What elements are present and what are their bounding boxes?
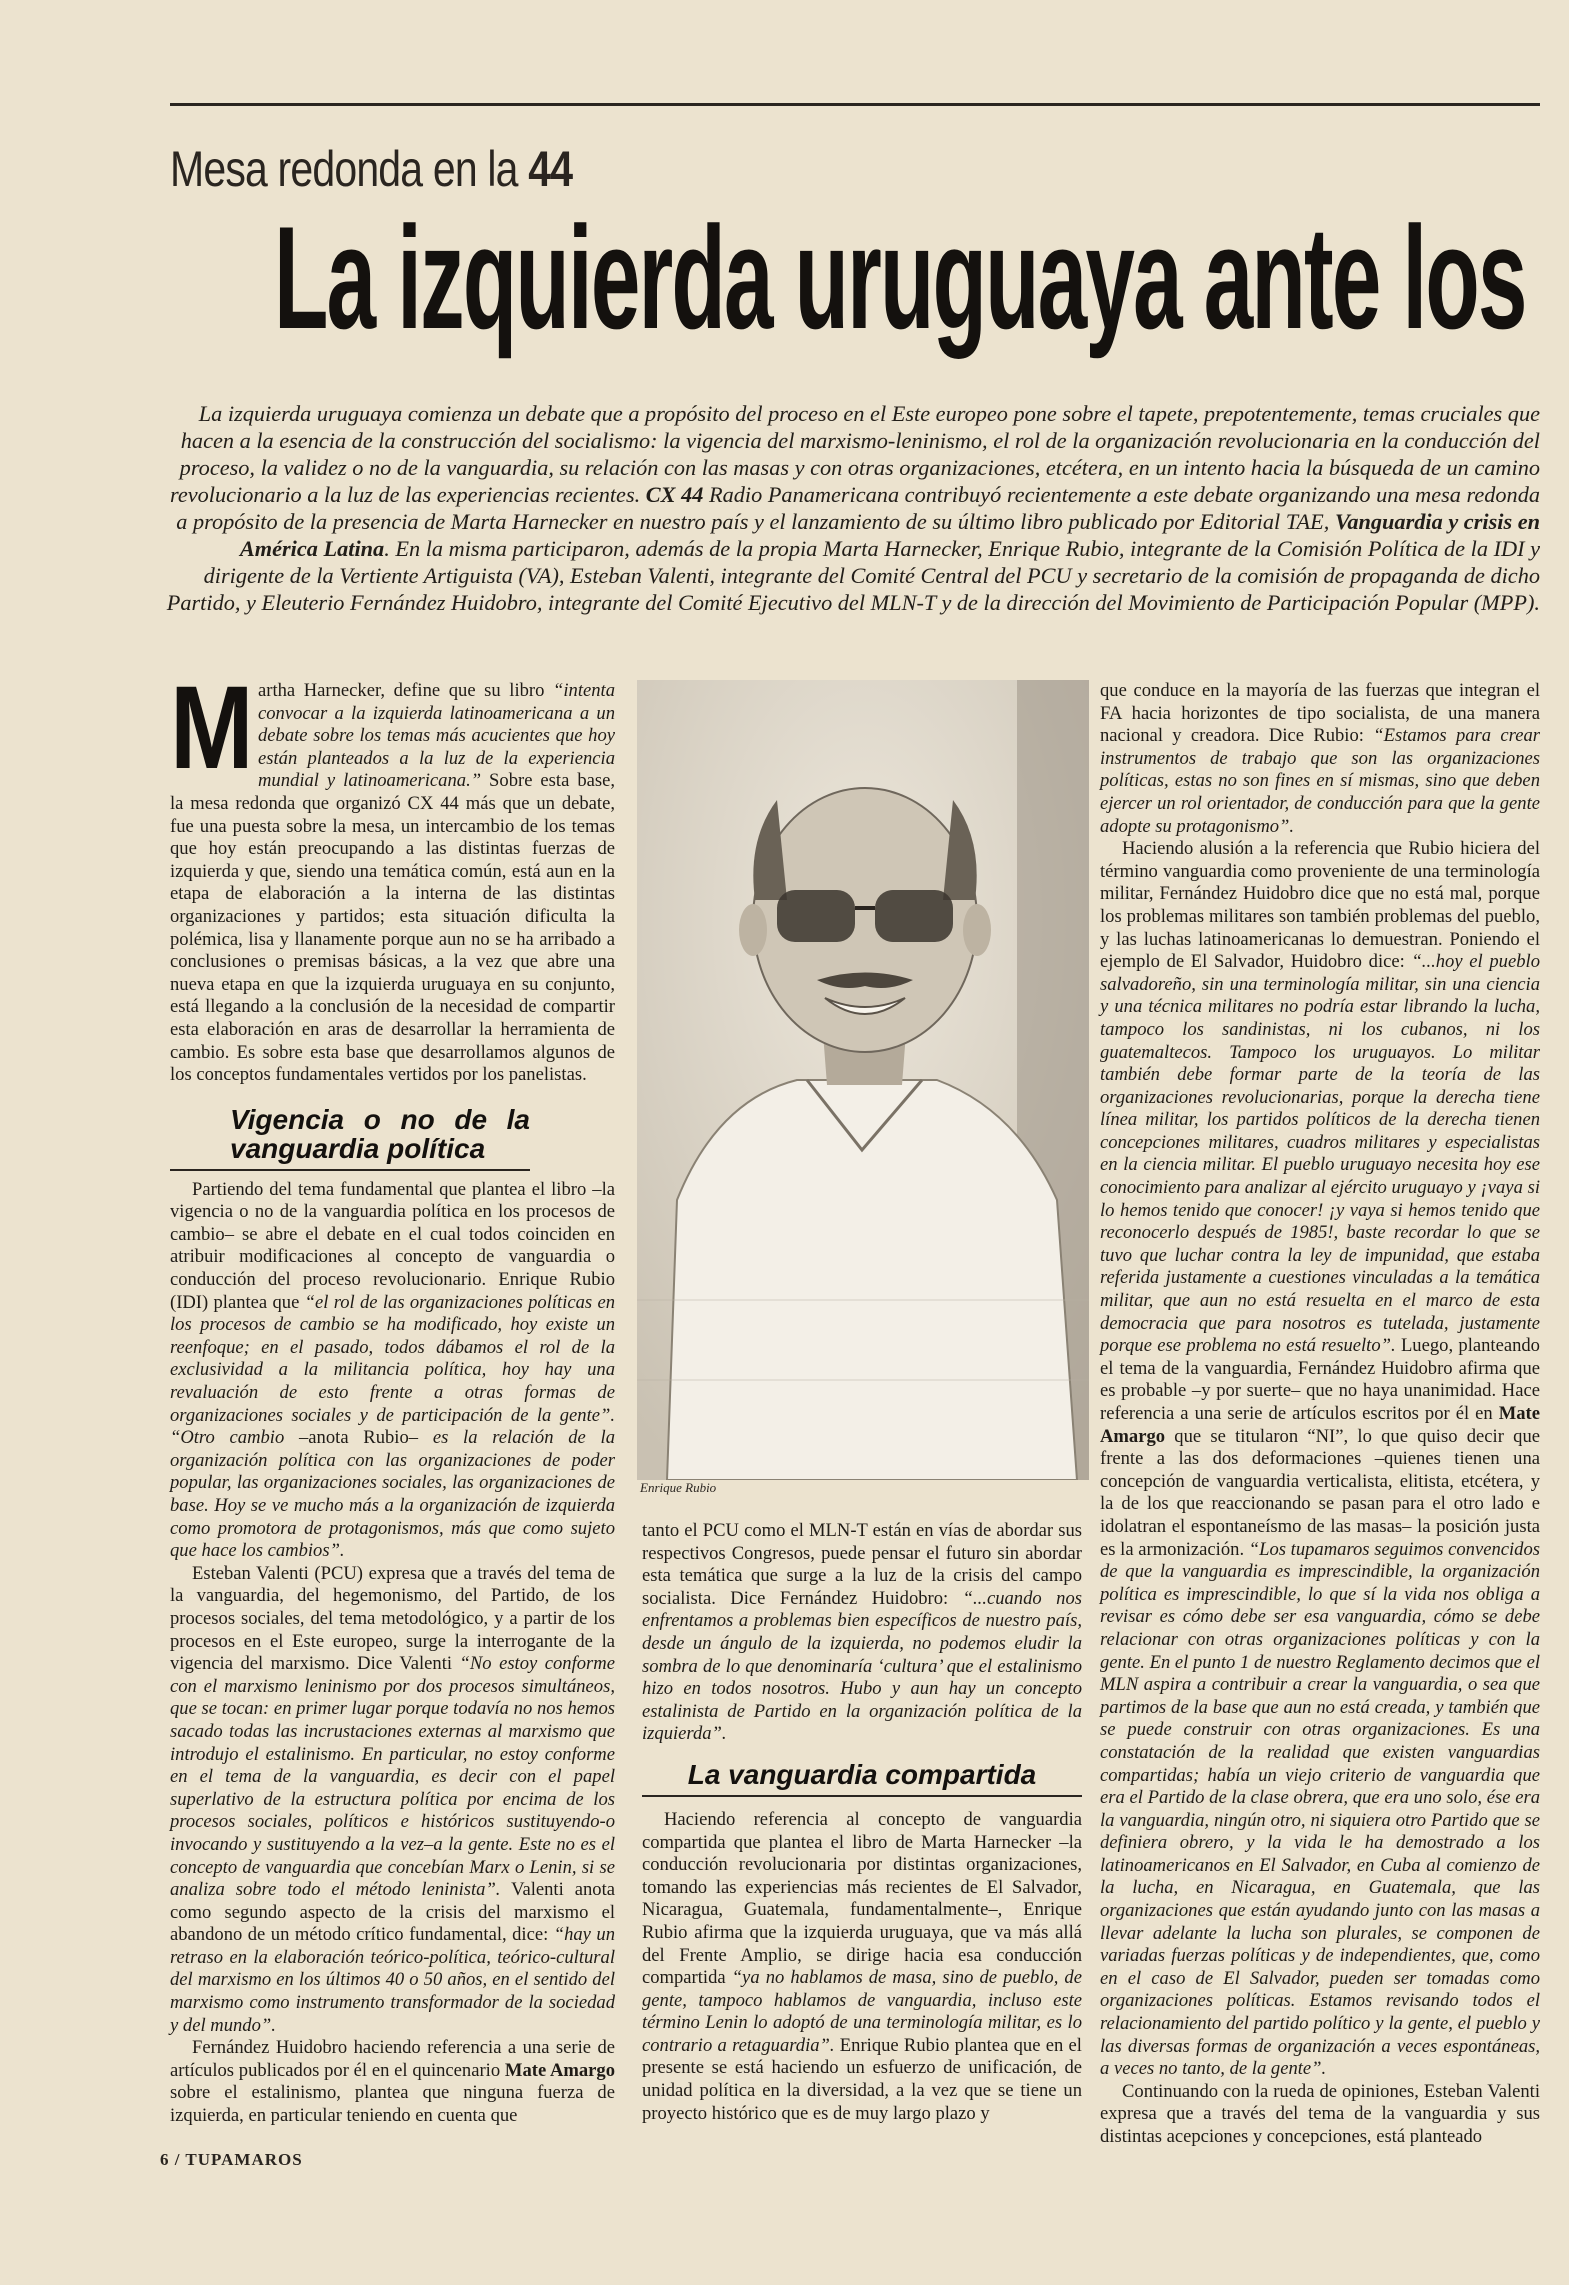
paragraph [170,662,616,1087]
drop-cap: M [170,662,254,794]
kicker [170,140,572,198]
text: Fernández Huidobro haciendo referencia a una serie de artículos publicados por él en el quincenario [170,2037,615,2081]
paragraph [1100,680,1540,838]
paragraph [170,1179,615,1563]
lead-text: . En la misma participaron, además de la propia Marta Harnecker, Enrique Rubio, integrante de la Comisión Política de la IDI y dirigente de la Vertiente Artiguista (VA), Esteban Valenti, integrante del Comité Central del PCU y secretario de la comisión de propaganda de dicho Partido, y Eleuterio Fernández Huidobro, integrante del Comité Ejecutivo del MLN-T y de la dirección del Movimiento de Participación Popular (MPP). [166,536,1540,615]
text: Continuando con la rueda de opiniones, Esteban Valenti expresa que a través del tema de la vanguardia y sus distintas acepciones y concepciones, está planteado [1100,2080,1540,2147]
column-3 [1100,680,1540,2149]
lead-bold: CX 44 [645,482,704,507]
text: Haciendo alusión a la referencia que Rubio hiciera del término vanguardia como proveniente de una terminología militar, Fernández Huidobro dice que no está mal, porque los problemas militares son también problemas del pueblo, y las luchas latinoamericanas lo demuestran. Poniendo el ejemplo de El Salvador, Huidobro dice: [1100,838,1540,973]
portrait-illustration [637,680,1089,1480]
kicker-number: 44 [528,141,573,197]
text: tanto el PCU como el MLN-T están en vías de abordar sus respectivos Congresos, puede pensar el futuro sin abordar esta temática que surge a la luz de la crisis del campo socialista. Dice Fernández Huidobro: [642,1520,1082,1609]
portrait-photo [637,680,1089,1480]
paragraph [170,2037,615,2127]
lead-paragraph [160,400,1540,616]
page-footer: 6 / TUPAMAROS [160,2150,303,2169]
text: Enrique Rubio plantea que en el presente se está haciendo un esfuerzo de unificación, de unidad política en la diversidad, a la vez que se tiene un proyecto histórico que es de muy largo plazo y [642,2034,1082,2124]
quote: “Los tupamaros seguimos convencidos de que la vanguardia es imprescindible, la organización política es imprescindible, lo que sí la vida nos obliga a revisar es cómo debe ser esa vanguardia, cómo se debe relacionar con otras organizaciones políticas y con la gente. En el punto 1 de nuestro Reglamento decimos que el MLN aspira a contribuir a crear la vanguardia, o sea que partimos de la base que aun no está creada, y también que se puede construir con otras organizaciones. Es una constatación de la realidad que existen vanguardias compartidas; había un viejo criterio de vanguardia que era el Partido de la clase obrera, que era uno solo, ése era la vanguardia, ningún otro, ni siquiera otro Partido que se definiera obrero, y la vida le ha demostrado a los latinoamericanos en El Salvador, en Cuba al comienzo de la lucha, en Nicaragua, en Guatemala, que las organizaciones que están ayudando junto con las masas a llevar adelante la lucha son plurales, se componen de variadas fuerzas políticas y de independientes, que, como en el caso de El Salvador, pueden ser tomadas como organizaciones políticas. Estamos revisando todos el relacionamiento del partido político y la gente, el pueblo y las diversas formas de organización a veces espontáneas, a veces no tanto, de la gente”. [1100,1538,1540,2080]
text: Luego, planteando el tema de la vanguardia, Fernández Huidobro afirma que es probable –y por suerte– que no haya unanimidad. Hace referencia a una serie de artículos escritos por él en [1100,1335,1540,1424]
quote: “No estoy conforme con el marxismo leninismo por dos procesos simultáneos, que se tocan: en primer lugar porque todavía no nos hemos sacado todas las incrustaciones externas al marxismo que introdujo el estalinismo. En particular, no estoy conforme en el tema de la vanguardia, es decir con el papel superlativo de la estructura política por encima de los procesos sociales, políticos e históricos sustituyendo-o invocando y sustituyendo a la vez–a la gente. Este no es el concepto de vanguardia que concebían Marx o Lenin, si se analiza sobre todo el método leninista”. [170,1653,615,1901]
text: que conduce en la mayoría de las fuerzas que integran el FA hacia horizontes de tipo socialista, de una manera nacional y creadora. Dice Rubio: [1100,680,1540,747]
paragraph [642,1520,1082,1746]
photo-caption: Enrique Rubio [640,1480,717,1495]
headline: La izquierda uruguaya ante los [274,196,1526,359]
text: Haciendo referencia al concepto de vanguardia compartida que plantea el libro de Marta Harnecker –la conducción revolucionaria por distintas organizaciones, tomando las experiencias más recientes de El Salvador, Nicaragua, Guatemala, fundamentalmente–, Enrique Rubio afirma que la izquierda uruguaya, que va más allá del Frente Amplio, se dirige hacia esa conducción compartida [642,1808,1082,1989]
text: Valenti anota como segundo aspecto de la crisis del marxismo el abandono de un método crítico fundamental, dice: [170,1879,615,1946]
text: Partiendo del tema fundamental que plantea el libro –la vigencia o no de la vanguardia política en los procesos de cambio– se abre el debate en el cual todos coinciden en atribuir modificaciones al concepto de vanguardia o conducción del proceso revolucionario. Enrique Rubio (IDI) plantea que [170,1178,615,1313]
lead-text: La izquierda uruguaya comienza un debate que a propósito del proceso en el Este europeo pone sobre el tapete, prepotentemente, temas cruciales que hacen a la esencia de la construcción del socialismo: la vigencia del marxismo-leninismo, el rol de la organización revolucionaria en la conducción del proceso, la validez o no de la vanguardia, su relación con las masas y con otras organizaciones, etcétera, en un intento hacia la búsqueda de un camino revolucionario a la luz de las experiencias recientes. [170,401,1540,507]
quote: “...hoy el pueblo salvadoreño, sin una terminología militar, sin una ciencia y una técnica militares no podría estar librando la lucha, tampoco los sandinistas, ni los cubanos, ni los guatemaltecos. Tampoco los uruguayos. Lo militar también debe formar parte de la teoría de las organizaciones revolucionarias, porque la derecha tiene línea militar, los partidos políticos de la derecha tienen concepciones militares, cuadros militares y especialistas en la ciencia militar. El pueblo uruguayo necesita hoy ese conocimiento para analizar al ejército uruguayo y ¡vaya si lo hemos tenido que conocer! ¡y vaya si hemos tenido que reconocerlo después de 1985!, baste recordar lo que se tuvo que luchar contra la ley de impunidad, que estaba referida justamente a cuestiones vinculadas a la temática militar, que aun no está resuelta en el marco de esta democracia que para nosotros es tutelada, justamente porque ese problema no está resuelto”. [1100,951,1540,1357]
subhead-vanguardia-compartida: La vanguardia compartida [642,1760,1082,1797]
quote: “hay un retraso en la elaboración teórico-política, teórico-cultural del marxismo en los últimos 40 o 50 años, en el sentido del marxismo como instrumento transformador de la sociedad y del mundo”. [170,1924,615,2036]
bold-title: Mate Amargo [504,2059,615,2081]
text: artha Harnecker, define que su libro [258,680,554,701]
paragraph [1100,2081,1540,2149]
quote: “el rol de las organizaciones políticas en los procesos de cambio se ha modificado, hoy existe un reenfoque; en el pasado, todos dábamos el rol de la exclusividad a la militancia política, hoy hay una revaluación de esto frente a otras formas de organizaciones sociales y de participación de la gente”. “Otro cambio [170,1291,616,1449]
quote: “intenta convocar a la izquierda latinoamericana a un debate sobre los temas más acucientes que hoy están planteados a la luz de la experiencia mundial y latinoamericana.” [258,680,615,792]
text: Esteban Valenti (PCU) expresa que a través del tema de la vanguardia, del hegemonismo, del Partido, de los procesos sociales, del tema metodológico, y a partir de los procesos en el Este europeo, surge la interrogante de la vigencia del marxismo. Dice Valenti [170,1562,615,1675]
lead-text: Radio Panamericana contribuyó recientemente a este debate organizando una mesa redonda a propósito de la presencia de Marta Harnecker en nuestro país y el lanzamiento de su último libro publicado por Editorial TAE, [176,482,1540,534]
text: que se titularon “NI”, lo que quiso decir que frente a las dos deformaciones –quienes tienen una concepción de vanguardia verticalista, elitista, etcétera, y la de los que reaccionando se pasan para el otro lado e idolatran el espontaneísmo de las masas– la posición justa es la armonización. [1100,1425,1540,1560]
lead-bold: Vanguardia y crisis en América Latina [239,509,1540,561]
top-rule [170,103,1540,106]
quote: “Estamos para crear instrumentos de trabajo que son las organizaciones políticas, estas no son fines en sí mismas, sino que deben ejercer un rol orientador, de conducción para que la gente adopte su protagonismo”. [1100,725,1540,837]
quote: “...cuando nos enfrentamos a problemas bien específicos de nuestro país, desde un ángulo de la izquierda, no podemos eludir la sombra de lo que denominaría ‘cultura’ que el estalinismo hizo en todos nosotros. Hubo y aun hay un concepto estalinista de Partido en la organización política de la izquierda”. [642,1587,1082,1745]
paragraph [642,1809,1082,2125]
text: sobre el estalinismo, plantea que ninguna fuerza de izquierda, en particular teniendo en cuenta que [170,2082,615,2127]
paragraph [1100,838,1540,2081]
paragraph [170,1563,615,2037]
subhead-vigencia: Vigencia o no de la vanguardia política [170,1105,530,1171]
quote: es la relación de la organización política con las organizaciones de poder popular, las organizaciones sociales, las organizaciones de base. Hoy se ve mucho más a la organización de izquierda como promotora de protagonismos, más que como sujeto que hace los cambios”. [170,1427,616,1562]
quote: “ya no hablamos de masa, sino de pueblo, de gente, tampoco hablamos de vanguardia, incluso este término Lenin lo adoptó de una terminología militar, es lo contrario a retaguardia”. [642,1967,1082,2056]
column-2 [642,1520,1082,2125]
column-1 [170,662,616,2128]
kicker-text: Mesa redonda en la [170,141,529,197]
text: Sobre esta base, la mesa redonda que organizó CX 44 más que un debate, fue una puesta sobre la mesa, un intercambio de los temas que hoy están preocupando a las distintas fuerzas de izquierda y que, siendo una temática común, está aun en la etapa de elaboración a la interna de las distintas organizaciones y partidos; esta situación dificulta la polémica, lisa y llanamente porque aun no se ha arribado a conclusiones o premisas básicas, a la vez que abre una nueva etapa en que la izquierda uruguaya en su conjunto, está llegando a la conclusión de la necesidad de compartir esta elaboración en aras de desarrollar la herramienta de cambio. Es sobre esta base que desarrollamos algunos de los conceptos fundamentales vertidos por los panelistas. [170,770,616,1086]
bold-title: Mate Amargo [1100,1403,1540,1447]
text: –anota Rubio– [284,1427,433,1449]
